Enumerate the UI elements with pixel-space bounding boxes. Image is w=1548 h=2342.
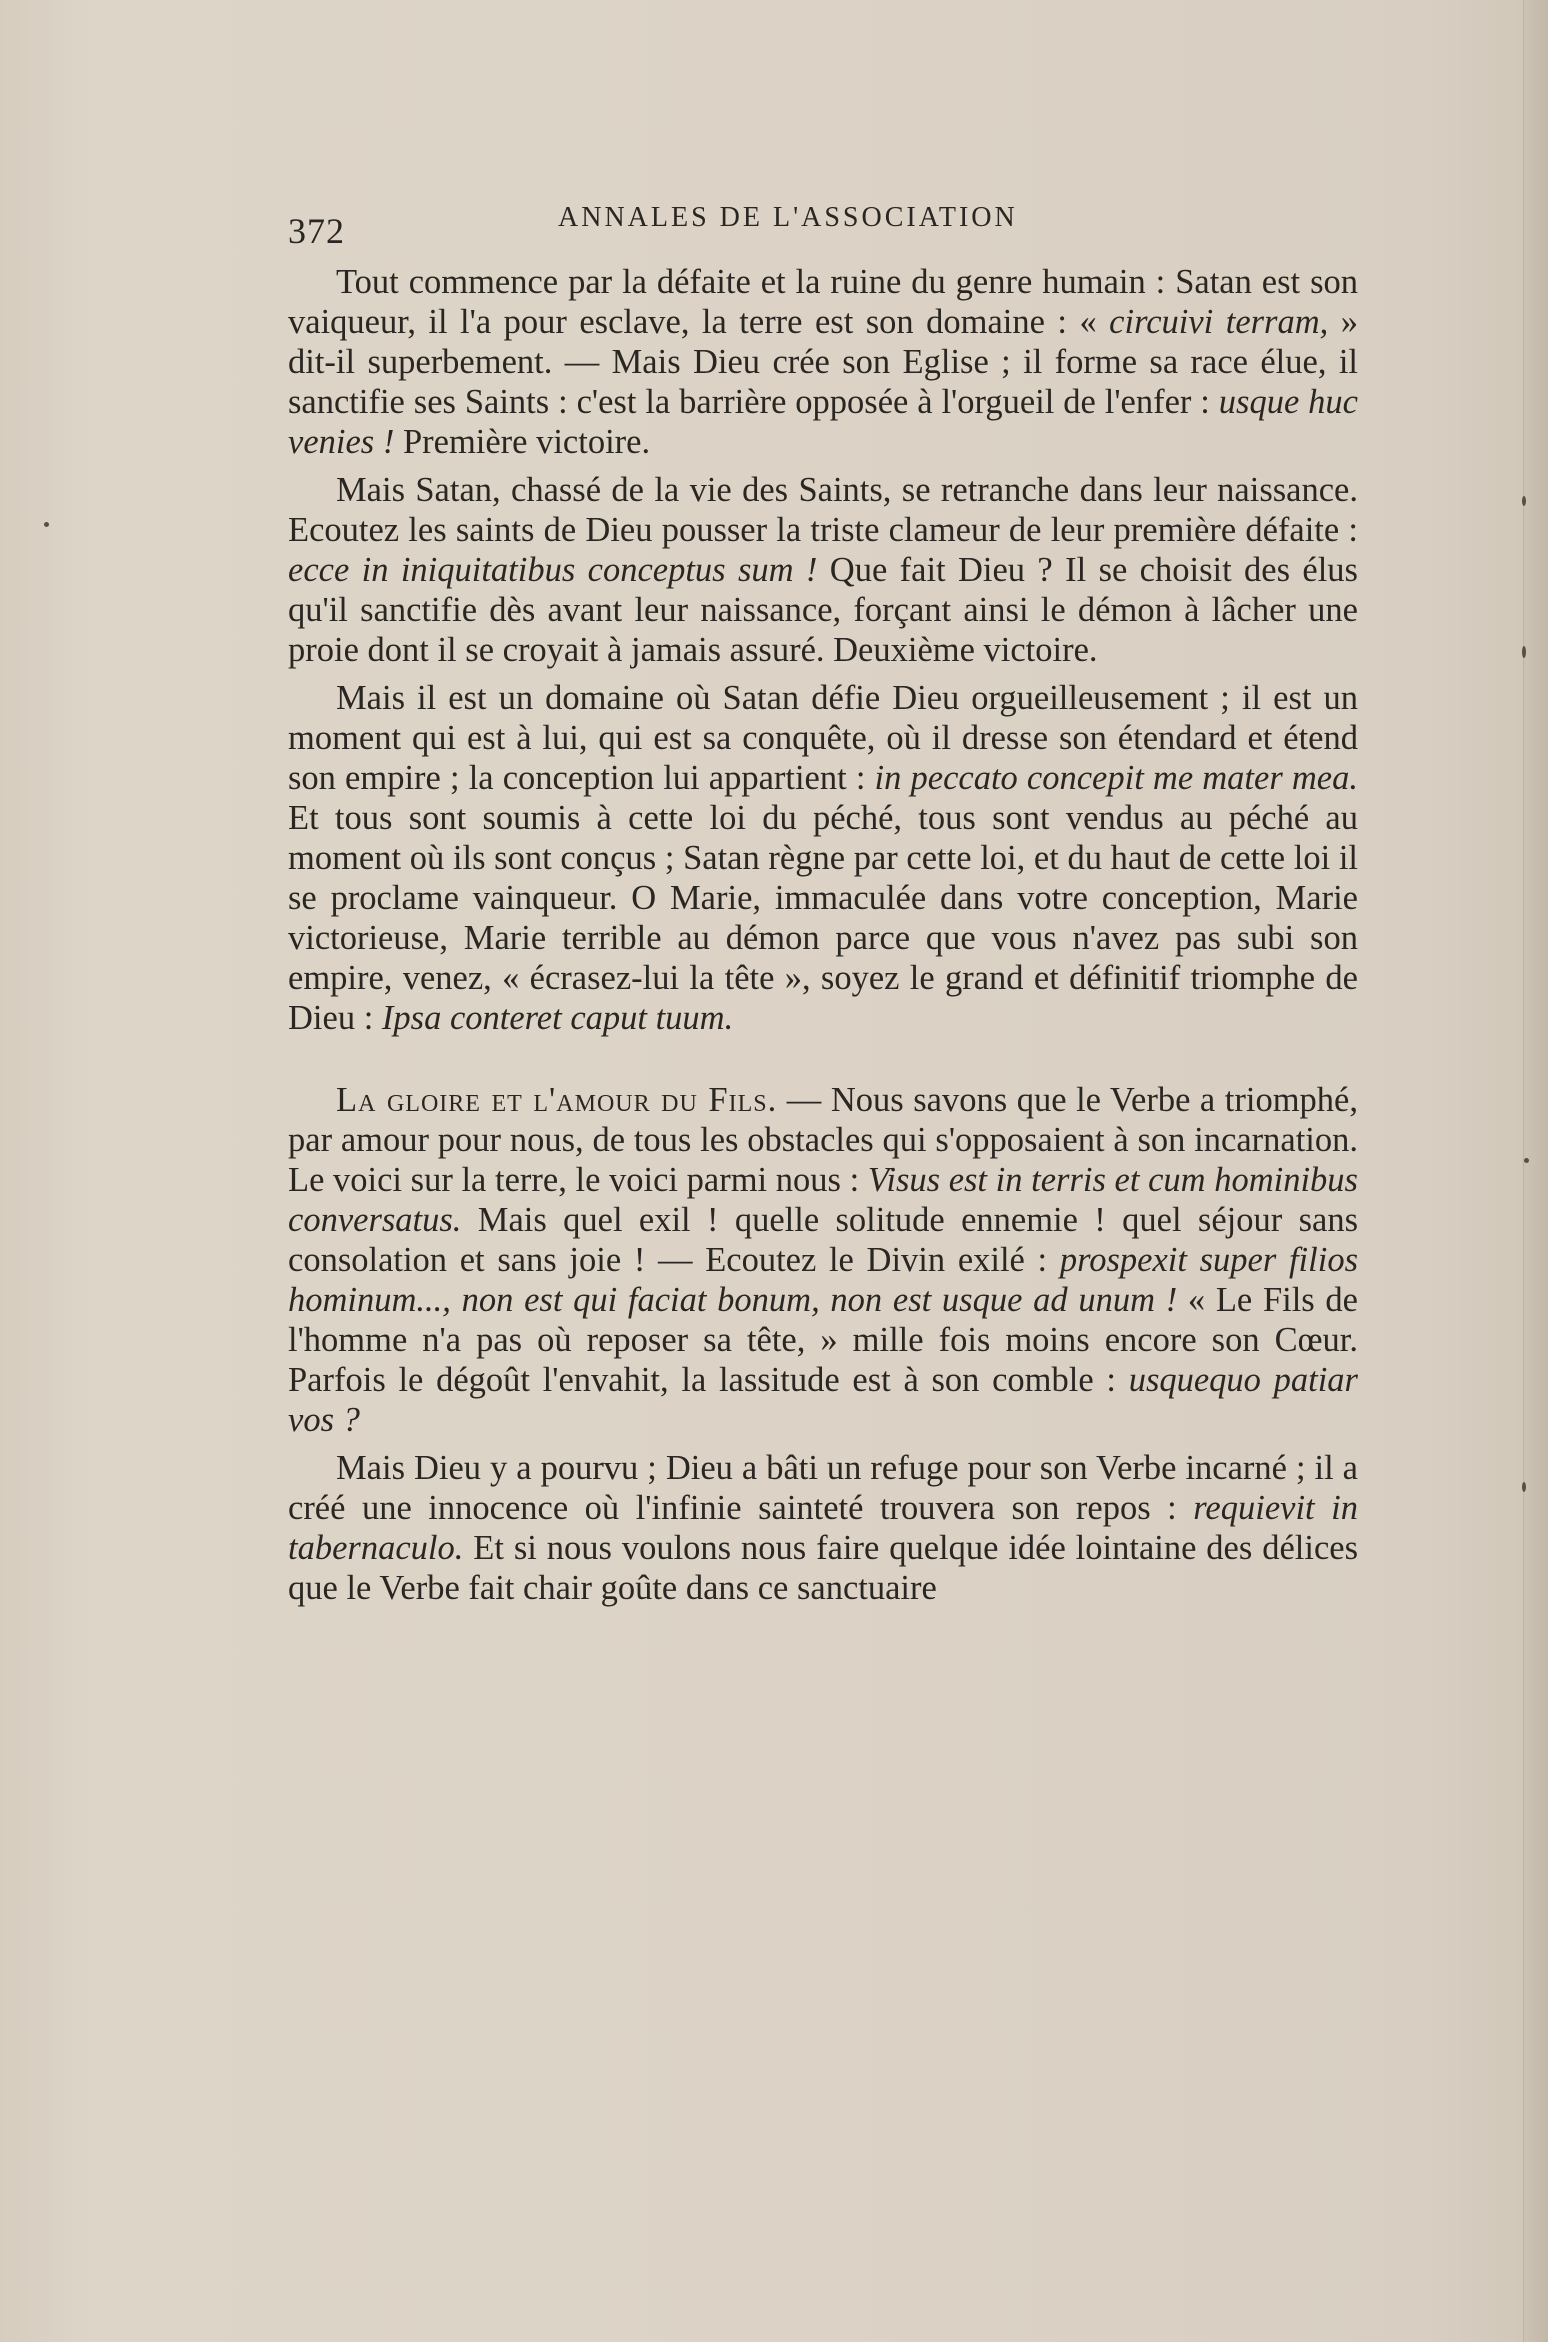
ink-speck xyxy=(1522,496,1526,506)
latin-quote: usque huc venies ! xyxy=(288,383,1358,461)
latin-quote: Ipsa conteret caput tuum. xyxy=(381,999,734,1037)
text-run: Tout commence par la défaite et la ruine du genre humain : Satan est son vaiqueur, il l'a pour esclave, la terre est son domaine : « xyxy=(288,263,1358,341)
page-number: 372 xyxy=(288,211,345,251)
latin-quote: ecce in iniquitatibus conceptus sum ! xyxy=(288,551,818,589)
latin-quote: usquequo patiar vos ? xyxy=(288,1361,1358,1439)
latin-quote: requievit in tabernaculo. xyxy=(288,1489,1358,1567)
body-text xyxy=(288,262,1358,1608)
ink-speck xyxy=(1522,646,1526,658)
paragraph xyxy=(288,470,1358,670)
text-run: « Le Fils de l'homme n'a pas où reposer sa tête, » mille fois moins encore son Cœur. Parfois le dégoût l'envahit, la lassitude est à son comble : xyxy=(288,1281,1358,1399)
page-edge xyxy=(1523,0,1548,2342)
text-run: Mais Dieu y a pourvu ; Dieu a bâti un refuge pour son Verbe incarné ; il a créé une innocence où l'infinie sainteté trouvera son repos : xyxy=(288,1449,1358,1527)
paragraph xyxy=(288,1448,1358,1608)
text-run: Mais il est un domaine où Satan défie Dieu orgueilleusement ; il est un moment qui est à lui, qui est sa conquête, où il dresse son étendard et étend son empire ; la conception lui appartient : xyxy=(288,679,1358,797)
latin-quote: prospexit super filios hominum..., non est qui faciat bonum, non est usque ad unum ! xyxy=(288,1241,1358,1319)
text-run: Et si nous voulons nous faire quelque idée lointaine des délices que le Verbe fait chair goûte dans ce sanctuaire xyxy=(288,1529,1358,1607)
latin-quote: circuivi terram, xyxy=(1109,303,1329,341)
section-heading: La gloire et l'amour du Fils. xyxy=(336,1081,778,1119)
latin-quote: Visus est in terris et cum hominibus conversatus. xyxy=(288,1161,1358,1239)
page-header xyxy=(288,196,1368,251)
latin-quote: in peccato concepit me mater mea. xyxy=(874,759,1358,797)
ink-speck xyxy=(44,522,49,527)
text-run: — Nous savons que le Verbe a triomphé, par amour pour nous, de tous les obstacles qui s'opposaient à son incarnation. Le voici sur la terre, le voici parmi nous : xyxy=(288,1081,1358,1199)
text-run: Mais Satan, chassé de la vie des Saints, se retranche dans leur naissance. Ecoutez les saints de Dieu pousser la triste clameur de leur première défaite : xyxy=(288,471,1358,549)
text-run: Que fait Dieu ? Il se choisit des élus qu'il sanctifie dès avant leur naissance, forçant ainsi le démon à lâcher une proie dont il se croyait à jamais assuré. Deuxième victoire. xyxy=(288,551,1358,669)
paragraph xyxy=(288,678,1358,1038)
paragraph xyxy=(288,262,1358,462)
text-run: Mais quel exil ! quelle solitude ennemie ! quel séjour sans consolation et sans joie ! — Ecoutez le Divin exilé : xyxy=(288,1201,1358,1279)
ink-speck xyxy=(1524,1158,1529,1163)
text-run: Et tous sont soumis à cette loi du péché, tous sont vendus au péché au moment où ils sont conçus ; Satan règne par cette loi, et du haut de cette loi il se proclame vainqueur. O Marie, immaculée dans votre conception, Marie victorieuse, Marie terrible au démon parce que vous n'avez pas subi son empire, venez, « écrasez-lui la tête », soyez le grand et définitif triomphe de Dieu : xyxy=(288,799,1358,1037)
running-head: ANNALES DE L'ASSOCIATION xyxy=(558,202,1018,233)
ink-speck xyxy=(1522,1482,1526,1492)
text-run: » dit-il superbement. — Mais Dieu crée son Eglise ; il forme sa race élue, il sanctifie ses Saints : c'est la barrière opposée à l'orgueil de l'enfer : xyxy=(288,303,1358,421)
text-run: Première victoire. xyxy=(394,423,651,461)
paragraph xyxy=(288,1080,1358,1440)
